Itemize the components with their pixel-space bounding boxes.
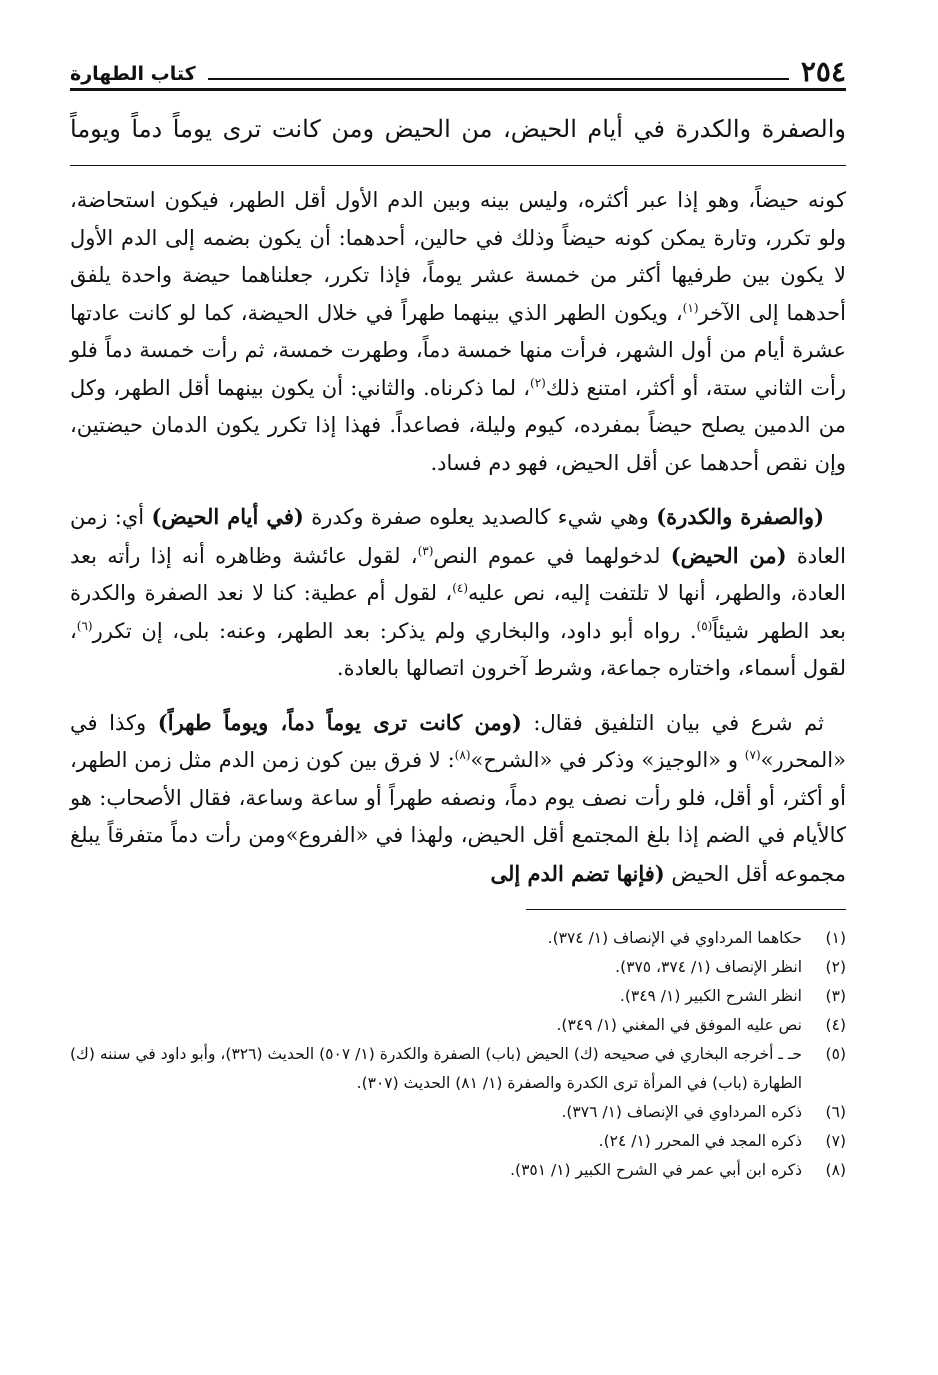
footnote-number: (١): [825, 929, 846, 947]
commentary-paragraph-2: [70, 498, 846, 688]
footnote-item: [70, 1156, 846, 1185]
text-run: و «الوجيز» وذكر في «الشرح»: [470, 748, 745, 772]
footnote-number: (٥): [825, 1045, 846, 1063]
text-run: ثم شرع في بيان التلفيق فقال:: [521, 710, 824, 735]
footnote-ref: (٨): [454, 748, 471, 762]
text-run: ، ويكون الطهر الذي بينهما طهراً في خلال الحيضة، كما لو كانت عادتها عشرة أيام من أول الشهر، فرأت منها خمسة دماً، وطهرت خمسة، ثم رأت خمسة دماً فلو رأت الثاني ستة، أو أكثر، امتنع ذلك: [70, 300, 846, 400]
matn-quote: (فإنها تضم الدم إلى: [490, 860, 665, 886]
footnote-number: (٢): [825, 958, 846, 976]
matn-quote: (في أيام الحيض): [151, 504, 304, 529]
matn-quote: (من الحيض): [670, 542, 787, 568]
footnote-text: ذكره المرداوي في الإنصاف (١/ ٣٧٦).: [561, 1103, 802, 1121]
footnote-text: حـ ـ أخرجه البخاري في صحيحه (ك) الحيض (باب) الصفرة والكدرة (١/ ٥٠٧) الحديث (٣٢٦)، وأبو داود في سننه (ك) الطهارة (باب) في المرأة ترى الكدرة والصفرة (١/ ٨١) الحديث (٣٠٧).: [70, 1045, 803, 1092]
footnote-number: (٨): [825, 1161, 846, 1179]
footnotes: [70, 924, 846, 1185]
text-run: : لا فرق بين كون زمن الدم مثل زمن الطهر، أو أكثر، أو أقل، فلو رأت نصف يوم دماً، ونصفه طهراً أو ساعة وساعة، فقال الأصحاب: هو كالأيام في الضم إذا بلغ المجتمع أقل الحيض، ولهذا في «الفروع»ومن رأت دماً متفرقاً يبلغ مجموعه أقل الحيض: [70, 748, 846, 886]
footnote-ref: (٧): [744, 748, 761, 762]
text-run: وهي شيء كالصديد يعلوه صفرة وكدرة: [303, 505, 657, 529]
footnote-text: ذكره المجد في المحرر (١/ ٢٤).: [598, 1132, 802, 1150]
book-page: [70, 52, 846, 1185]
footnote-item: [70, 953, 846, 982]
matn-quote: (والصفرة والكدرة): [656, 504, 825, 529]
footnote-separator: [526, 909, 846, 910]
text-run: ، لقول أم عطية: كنا لا نعد الصفرة والكدرة بعد الطهر شيئاً: [70, 581, 846, 643]
text-run: وكذا في «المحرر»: [70, 710, 846, 772]
matn-quote: (ومن كانت ترى يوماً دماً، ويوماً طهراً): [157, 709, 522, 735]
footnote-ref: (٤): [452, 581, 469, 595]
footnote-text: انظر الإنصاف (١/ ٣٧٤، ٣٧٥).: [615, 958, 802, 976]
footnote-number: (٤): [825, 1016, 846, 1034]
text-run: ، لقول أسماء، واختاره جماعة، وشرط آخرون اتصالها بالعادة.: [70, 618, 846, 680]
text-run: . رواه أبو داود، والبخاري ولم يذكر: بعد الطهر، وعنه: بلى، إن تكرر: [92, 618, 697, 643]
footnote-ref: (٣): [417, 543, 434, 558]
footnote-ref: (٦): [76, 618, 93, 633]
page-header: [70, 52, 846, 91]
matn-text: والصفرة والكدرة في أيام الحيض، من الحيض ومن كانت ترى يوماً دماً ويوماً: [70, 107, 846, 166]
footnote-ref: (٢): [530, 375, 546, 390]
footnote-item: [70, 1127, 846, 1156]
commentary-paragraph-3: [70, 704, 846, 894]
footnote-number: (٧): [825, 1132, 846, 1150]
page-number: ٢٥٤: [800, 55, 846, 88]
footnote-ref: (١): [682, 300, 699, 315]
footnote-number: (٦): [825, 1103, 846, 1121]
commentary-paragraph-1: [70, 182, 846, 482]
text-run: ، لما ذكرناه. والثاني: أن يكون بينهما أقل الطهر، وكل من الدمين يصلح حيضاً بمفرده، كيوم وليلة، فصاعداً. فهذا إذا تكرر يكون الدمان حيضتين، وإن نقص أحدهما عن أقل الحيض، فهو دم فساد.: [70, 375, 846, 475]
footnote-number: (٣): [825, 987, 846, 1005]
header-rule: [208, 78, 789, 80]
footnote-item: [70, 1098, 846, 1127]
text-run: كونه حيضاً، وهو إذا عبر أكثره، وليس بينه وبين الدم الأول أقل الطهر، فيكون استحاضة، ولو تكرر، وتارة يمكن كونه حيضاً وذلك في حالين، أحدهما: أن يكون بضمه إلى الدم الأول لا يكون بين طرفيها أكثر من خمسة عشر يوماً، فإذا تكرر، جعلناهما حيضة واحدة يلفق أحدهما إلى الآخر: [70, 188, 846, 325]
footnote-ref: (٥): [696, 618, 713, 633]
text-run: أي: زمن العادة: [70, 505, 847, 568]
text-run: لدخولهما في عموم النص: [433, 543, 671, 568]
running-title: كتاب الطهارة: [70, 63, 196, 85]
footnote-item: [70, 1011, 846, 1040]
footnote-item: [70, 924, 846, 953]
footnote-text: حكاهما المرداوي في الإنصاف (١/ ٣٧٤).: [547, 929, 802, 947]
footnote-item: [70, 982, 846, 1011]
footnote-text: ذكره ابن أبي عمر في الشرح الكبير (١/ ٣٥١).: [510, 1161, 802, 1179]
footnote-text: نص عليه الموفق في المغني (١/ ٣٤٩).: [556, 1016, 802, 1034]
text-run: ، لقول عائشة وظاهره أنه إذا رأته بعد العادة، والطهر، أنها لا تلتفت إليه، نص عليه: [70, 543, 846, 605]
footnote-item: [70, 1040, 846, 1098]
footnote-text: انظر الشرح الكبير (١/ ٣٤٩).: [619, 987, 802, 1005]
commentary: [70, 182, 846, 893]
